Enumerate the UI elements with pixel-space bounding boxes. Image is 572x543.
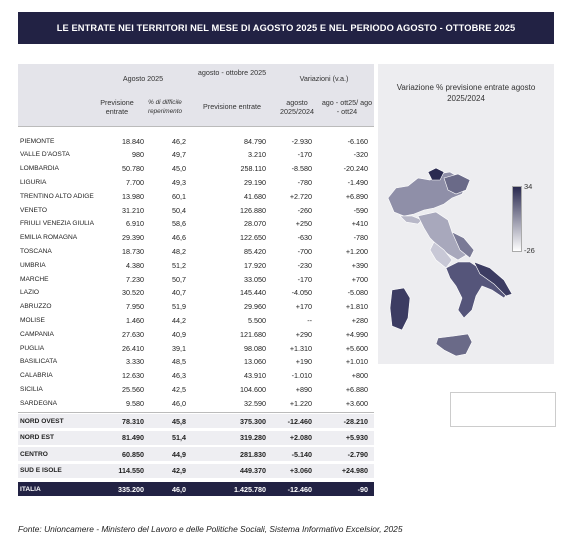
cell-var_aug: -700 bbox=[297, 246, 312, 256]
cell-period: 32.590 bbox=[244, 398, 266, 408]
map-region-sardegna bbox=[390, 288, 410, 330]
cell-name: CENTRO bbox=[20, 450, 48, 458]
cell-var_aug: -170 bbox=[297, 274, 312, 284]
table-row bbox=[18, 217, 374, 231]
cell-var_period: -320 bbox=[353, 150, 368, 160]
cell-prev: 29.390 bbox=[122, 233, 144, 243]
cell-name: EMILIA ROMAGNA bbox=[20, 234, 78, 242]
cell-var_aug: -2.930 bbox=[291, 136, 312, 146]
cell-var_aug: +1.220 bbox=[289, 398, 312, 408]
cell-prev: 9.580 bbox=[126, 398, 144, 408]
cell-prev: 7.950 bbox=[126, 302, 144, 312]
cell-prev: 26.410 bbox=[122, 343, 144, 353]
cell-prev: 3.330 bbox=[126, 357, 144, 367]
cell-period: 5.500 bbox=[248, 315, 266, 325]
table-title: LE ENTRATE NEI TERRITORI NEL MESE DI AGOSTO 2025 E NEL PERIODO AGOSTO - OTTOBRE 2025 bbox=[18, 12, 554, 44]
header-prev: Previsione entrate bbox=[100, 98, 134, 116]
header-group-period: agosto - ottobre 2025 bbox=[197, 68, 267, 77]
cell-var_period: +410 bbox=[351, 219, 368, 229]
total-row bbox=[18, 482, 374, 496]
table-row bbox=[18, 313, 374, 327]
cell-name: MOLISE bbox=[20, 316, 45, 324]
header-difficulty: % di difficile reperimento bbox=[147, 99, 183, 115]
cell-var_period: +1.010 bbox=[345, 357, 368, 367]
table-row bbox=[18, 355, 374, 369]
cell-name: CAMPANIA bbox=[20, 330, 54, 338]
cell-prev: 6.910 bbox=[126, 219, 144, 229]
table-row bbox=[18, 286, 374, 300]
table-row bbox=[18, 231, 374, 245]
cell-period: 449.370 bbox=[240, 466, 266, 475]
cell-period: 122.650 bbox=[240, 233, 266, 243]
cell-var_aug: -8.580 bbox=[291, 164, 312, 174]
cell-var_aug: -12.460 bbox=[287, 416, 312, 426]
table-row bbox=[18, 258, 374, 272]
cell-var_period: +6.890 bbox=[345, 191, 368, 201]
cell-diff: 40,7 bbox=[172, 288, 186, 298]
cell-period: 281.830 bbox=[240, 449, 266, 459]
cell-period: 85.420 bbox=[244, 246, 266, 256]
cell-diff: 60,1 bbox=[172, 191, 186, 201]
table-row bbox=[18, 134, 374, 148]
cell-prev: 13.980 bbox=[122, 191, 144, 201]
cell-period: 13.060 bbox=[244, 357, 266, 367]
cell-var_period: -590 bbox=[353, 205, 368, 215]
cell-var_aug: -12.460 bbox=[287, 484, 312, 494]
cell-prev: 114.550 bbox=[118, 466, 144, 475]
cell-var_period: +390 bbox=[351, 260, 368, 270]
cell-diff: 46,6 bbox=[172, 233, 186, 243]
cell-var_period: -1.490 bbox=[347, 177, 368, 187]
cell-var_aug: -230 bbox=[297, 260, 312, 270]
cell-name: UMBRIA bbox=[20, 261, 46, 269]
cell-period: 33.050 bbox=[244, 274, 266, 284]
cell-var_aug: -4.050 bbox=[291, 288, 312, 298]
cell-name: FRIULI VENEZIA GIULIA bbox=[20, 220, 95, 228]
cell-period: 1.425.780 bbox=[234, 484, 266, 494]
cell-period: 375.300 bbox=[240, 416, 266, 426]
cell-diff: 40,9 bbox=[172, 329, 186, 339]
cell-var_aug: +1.310 bbox=[289, 343, 312, 353]
map-region-south bbox=[446, 262, 508, 318]
cell-name: CALABRIA bbox=[20, 372, 53, 380]
cell-period: 41.680 bbox=[244, 191, 266, 201]
cell-var_aug: +2.720 bbox=[289, 191, 312, 201]
cell-diff: 44,9 bbox=[172, 449, 186, 459]
cell-var_aug: -780 bbox=[297, 177, 312, 187]
cell-var_period: +6.880 bbox=[345, 384, 368, 394]
cell-name: PUGLIA bbox=[20, 344, 45, 352]
cell-prev: 60.850 bbox=[122, 449, 144, 459]
cell-period: 3.210 bbox=[248, 150, 266, 160]
map-legend-gradient bbox=[512, 186, 522, 252]
cell-var_period: +700 bbox=[351, 274, 368, 284]
cell-period: 98.080 bbox=[244, 343, 266, 353]
cell-prev: 12.630 bbox=[122, 371, 144, 381]
cell-prev: 50.780 bbox=[122, 164, 144, 174]
cell-prev: 4.380 bbox=[126, 260, 144, 270]
cell-var_period: -2.790 bbox=[347, 449, 368, 459]
header-var-period: ago - ott25/ ago - ott24 bbox=[321, 98, 373, 116]
table-row bbox=[18, 341, 374, 355]
cell-prev: 335.200 bbox=[118, 484, 144, 494]
cell-diff: 48,2 bbox=[172, 246, 186, 256]
cell-name: LIGURIA bbox=[20, 178, 47, 186]
cell-diff: 51,2 bbox=[172, 260, 186, 270]
cell-var_period: +280 bbox=[351, 315, 368, 325]
cell-name: ABRUZZO bbox=[20, 303, 52, 311]
cell-name: LAZIO bbox=[20, 289, 40, 297]
cell-var_aug: -260 bbox=[297, 205, 312, 215]
table-row bbox=[18, 244, 374, 258]
cell-prev: 25.560 bbox=[122, 384, 144, 394]
source-note: Fonte: Unioncamere - Ministero del Lavoro e delle Politiche Sociali, Sistema Informativo Excelsior, 2025 bbox=[18, 524, 403, 534]
cell-var_period: -90 bbox=[357, 484, 368, 494]
header-prev-period: Previsione entrate bbox=[203, 102, 261, 111]
italy-choropleth-map bbox=[378, 150, 518, 390]
table-row bbox=[18, 369, 374, 383]
cell-var_aug: +890 bbox=[295, 384, 312, 394]
cell-var_period: +24.980 bbox=[341, 466, 368, 475]
cell-prev: 27.630 bbox=[122, 329, 144, 339]
cell-name: TOSCANA bbox=[20, 247, 52, 255]
cell-var_aug: +290 bbox=[295, 329, 312, 339]
cell-name: MARCHE bbox=[20, 275, 49, 283]
cell-var_period: +1.810 bbox=[345, 302, 368, 312]
table-row bbox=[18, 382, 374, 396]
cell-var_aug: +2.080 bbox=[289, 433, 312, 442]
cell-name: VENETO bbox=[20, 206, 47, 214]
table-row bbox=[18, 327, 374, 341]
cell-var_period: +4.990 bbox=[345, 329, 368, 339]
cell-name: NORD OVEST bbox=[20, 417, 64, 425]
cell-diff: 46,3 bbox=[172, 371, 186, 381]
cell-period: 29.190 bbox=[244, 177, 266, 187]
map-title: Variazione % previsione entrate agosto 2025/2024 bbox=[396, 83, 536, 103]
cell-var_aug: -- bbox=[307, 315, 312, 325]
macro-row bbox=[18, 464, 374, 478]
header-divider bbox=[18, 126, 374, 127]
cell-diff: 45,0 bbox=[172, 164, 186, 174]
cell-prev: 18.730 bbox=[122, 246, 144, 256]
header-group-variations: Variazioni (v.a.) bbox=[299, 74, 349, 83]
cell-name: ITALIA bbox=[20, 485, 41, 493]
cell-prev: 1.460 bbox=[126, 315, 144, 325]
cell-prev: 980 bbox=[132, 150, 144, 160]
cell-prev: 31.210 bbox=[122, 205, 144, 215]
cell-var_period: -28.210 bbox=[343, 416, 368, 426]
cell-name: LOMBARDIA bbox=[20, 165, 59, 173]
cell-name: NORD EST bbox=[20, 434, 55, 441]
cell-period: 84.790 bbox=[244, 136, 266, 146]
cell-period: 126.880 bbox=[240, 205, 266, 215]
cell-var_aug: +3.060 bbox=[289, 466, 312, 475]
cell-diff: 49,7 bbox=[172, 150, 186, 160]
table-header bbox=[18, 64, 374, 126]
cell-var_aug: -630 bbox=[297, 233, 312, 243]
cell-period: 43.910 bbox=[244, 371, 266, 381]
cell-var_period: +5.930 bbox=[345, 433, 368, 442]
cell-period: 104.600 bbox=[240, 384, 266, 394]
cell-var_aug: -1.010 bbox=[291, 371, 312, 381]
header-var-august: agosto 2025/2024 bbox=[280, 98, 314, 116]
cell-var_period: +1.200 bbox=[345, 246, 368, 256]
table-row bbox=[18, 272, 374, 286]
cell-var_aug: -5.140 bbox=[291, 449, 312, 459]
cell-var_period: -780 bbox=[353, 233, 368, 243]
cell-name: BASILICATA bbox=[20, 358, 58, 366]
cell-period: 28.070 bbox=[244, 219, 266, 229]
cell-period: 258.110 bbox=[240, 164, 266, 174]
cell-diff: 46,0 bbox=[172, 484, 186, 494]
cell-diff: 51,9 bbox=[172, 302, 186, 312]
cell-diff: 44,2 bbox=[172, 315, 186, 325]
cell-var_aug: +170 bbox=[295, 302, 312, 312]
header-group-august: Agosto 2025 bbox=[122, 74, 164, 83]
cell-var_period: +5.600 bbox=[345, 343, 368, 353]
cell-name: SUD E ISOLE bbox=[20, 467, 62, 474]
cell-diff: 39,1 bbox=[172, 343, 186, 353]
cell-name: TRENTINO ALTO ADIGE bbox=[20, 192, 94, 200]
cell-diff: 48,5 bbox=[172, 357, 186, 367]
map-region-sicilia bbox=[436, 334, 472, 356]
cell-period: 145.440 bbox=[240, 288, 266, 298]
table-row bbox=[18, 162, 374, 176]
cell-var_aug: +190 bbox=[295, 357, 312, 367]
cell-prev: 18.840 bbox=[122, 136, 144, 146]
map-legend-min: -26 bbox=[524, 246, 535, 255]
cell-period: 319.280 bbox=[240, 433, 266, 442]
cell-diff: 50,4 bbox=[172, 205, 186, 215]
cell-name: VALLE D'AOSTA bbox=[20, 151, 70, 159]
table-row bbox=[18, 396, 374, 410]
table-row bbox=[18, 203, 374, 217]
cell-var_aug: -170 bbox=[297, 150, 312, 160]
cell-diff: 45,8 bbox=[172, 416, 186, 426]
table-row bbox=[18, 175, 374, 189]
cell-diff: 42,5 bbox=[172, 384, 186, 394]
cell-prev: 78.310 bbox=[122, 416, 144, 426]
cell-prev: 30.520 bbox=[122, 288, 144, 298]
cell-period: 121.680 bbox=[240, 329, 266, 339]
cell-name: PIEMONTE bbox=[20, 137, 55, 145]
cell-diff: 58,6 bbox=[172, 219, 186, 229]
cell-var_period: -20.240 bbox=[343, 164, 368, 174]
cell-diff: 42,9 bbox=[172, 466, 186, 475]
macro-row bbox=[18, 414, 374, 428]
cell-diff: 46,2 bbox=[172, 136, 186, 146]
cell-prev: 7.700 bbox=[126, 177, 144, 187]
cell-var_period: -5.080 bbox=[347, 288, 368, 298]
cell-diff: 46,0 bbox=[172, 398, 186, 408]
cell-period: 17.920 bbox=[244, 260, 266, 270]
cell-var_period: +800 bbox=[351, 371, 368, 381]
cell-diff: 49,3 bbox=[172, 177, 186, 187]
cell-prev: 7.230 bbox=[126, 274, 144, 284]
cell-diff: 50,7 bbox=[172, 274, 186, 284]
empty-box bbox=[450, 392, 556, 427]
table-row bbox=[18, 189, 374, 203]
cell-diff: 51,4 bbox=[172, 433, 186, 442]
cell-var_period: -6.160 bbox=[347, 136, 368, 146]
map-legend-max: 34 bbox=[524, 182, 533, 191]
cell-var_aug: +250 bbox=[295, 219, 312, 229]
table-row bbox=[18, 300, 374, 314]
cell-var_period: +3.600 bbox=[345, 398, 368, 408]
cell-prev: 81.490 bbox=[122, 433, 144, 442]
cell-name: SARDEGNA bbox=[20, 399, 58, 407]
macro-divider bbox=[18, 412, 374, 413]
macro-row bbox=[18, 431, 374, 445]
table-row bbox=[18, 148, 374, 162]
cell-name: SICILIA bbox=[20, 385, 43, 393]
cell-period: 29.960 bbox=[244, 302, 266, 312]
macro-row bbox=[18, 447, 374, 461]
